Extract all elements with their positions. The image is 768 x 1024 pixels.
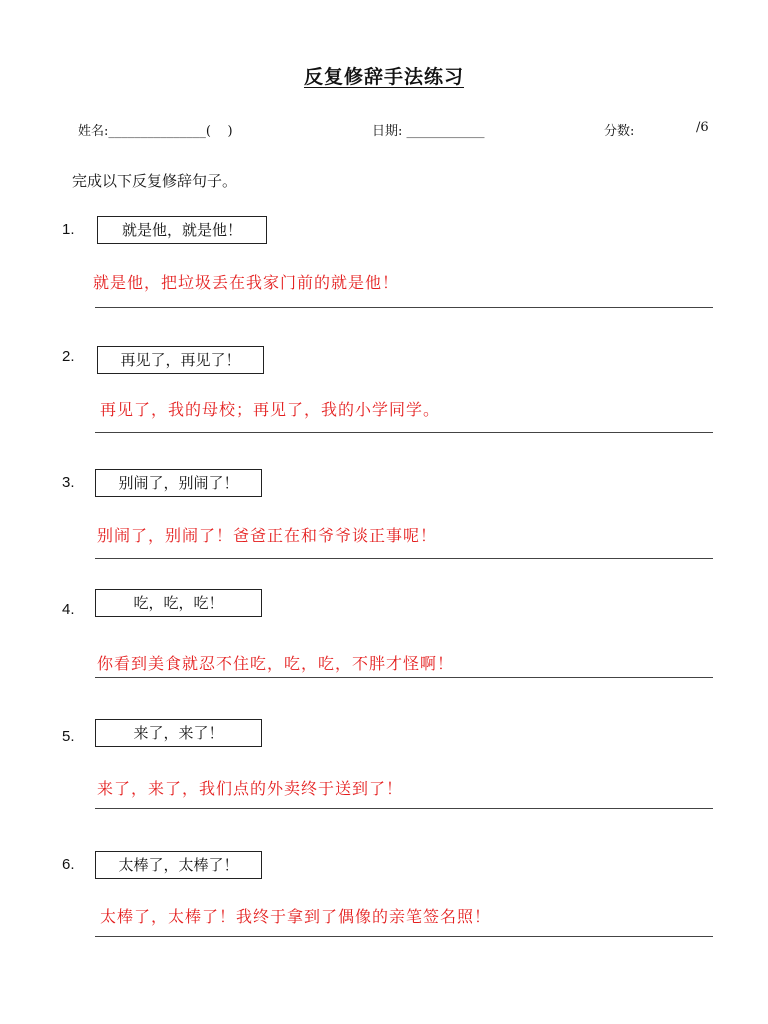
question-prompt: 吃，吃，吃！ — [95, 589, 262, 617]
question-number: 5. — [62, 728, 75, 745]
score-total: /6 — [696, 120, 709, 135]
question-prompt: 太棒了，太棒了！ — [95, 851, 262, 879]
answer-text: 就是他，把垃圾丢在我家门前的就是他！ — [93, 273, 400, 292]
question-number: 2. — [62, 348, 75, 365]
answer-text: 太棒了，太棒了！我终于拿到了偶像的亲笔签名照！ — [100, 907, 492, 926]
answer-line — [95, 677, 713, 678]
instruction-text: 完成以下反复修辞句子。 — [72, 172, 238, 190]
date-field: 日期: ____________ — [372, 124, 485, 139]
question-number: 3. — [62, 474, 75, 491]
name-field: 姓名:_______________( ) — [78, 124, 233, 139]
answer-line — [95, 936, 713, 937]
answer-text: 别闹了，别闹了！爸爸正在和爷爷谈正事呢！ — [97, 526, 438, 545]
answer-text: 来了，来了，我们点的外卖终于送到了！ — [97, 779, 404, 798]
score-label: 分数: — [604, 124, 635, 139]
answer-text: 你看到美食就忍不住吃，吃，吃，不胖才怪啊！ — [97, 654, 455, 673]
answer-line — [95, 432, 713, 433]
question-prompt: 再见了，再见了！ — [97, 346, 264, 374]
worksheet-title — [0, 62, 768, 89]
question-number: 1. — [62, 221, 75, 238]
question-prompt: 就是他，就是他！ — [97, 216, 267, 244]
answer-line — [95, 307, 713, 308]
answer-line — [95, 808, 713, 809]
answer-line — [95, 558, 713, 559]
worksheet-title-text: 反复修辞手法练习 — [303, 66, 464, 88]
answer-text: 再见了，我的母校；再见了，我的小学同学。 — [100, 400, 441, 419]
question-prompt: 别闹了，别闹了！ — [95, 469, 262, 497]
question-number: 6. — [62, 856, 75, 873]
question-number: 4. — [62, 601, 75, 618]
question-prompt: 来了，来了！ — [95, 719, 262, 747]
